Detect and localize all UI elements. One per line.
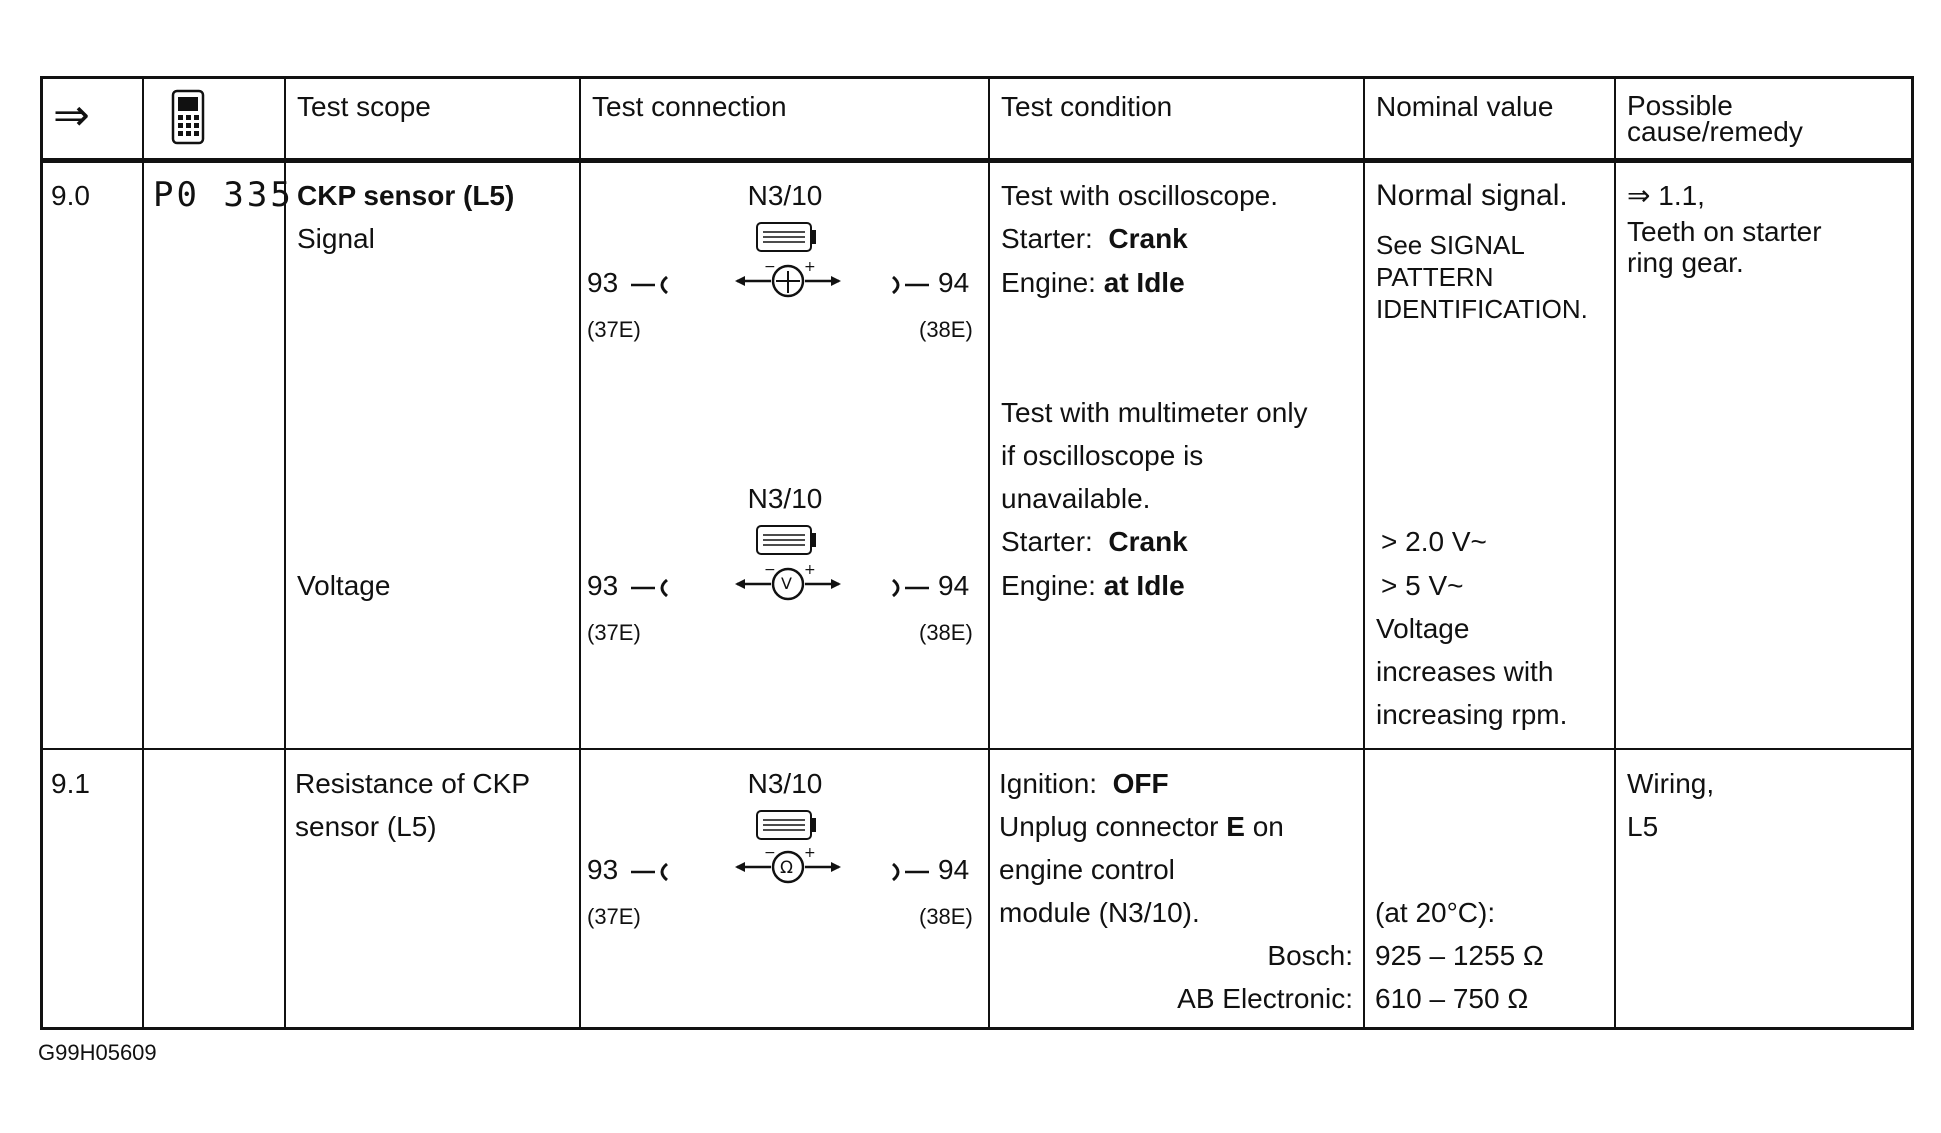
col-divider	[142, 79, 144, 1027]
cond-oscilloscope: Test with oscilloscope.	[1001, 180, 1279, 211]
nominal-ab: 610 – 750 Ω	[1375, 983, 1529, 1014]
right-pin-sub: (38E)	[919, 620, 973, 645]
cond-ignition-label: Ignition:	[999, 768, 1098, 799]
cond-starter-value: Crank	[1108, 223, 1188, 254]
pin-lead-right-icon	[891, 862, 931, 887]
cond-multimeter-2: if oscilloscope is	[1001, 440, 1204, 471]
cause-line1: Wiring,	[1627, 768, 1715, 799]
nominal-see-line3: IDENTIFICATION.	[1376, 294, 1588, 324]
scope-title: CKP sensor (L5)	[297, 180, 515, 211]
header-test-scope: Test scope	[297, 91, 431, 122]
nominal-voltage-1: > 2.0 V~	[1381, 526, 1487, 557]
cond-line3: engine control	[999, 854, 1175, 885]
scope-line2: sensor (L5)	[295, 811, 437, 842]
cond-ignition-value: OFF	[1112, 768, 1169, 799]
header-nominal-value: Nominal value	[1376, 91, 1554, 122]
cond-ignition	[999, 767, 1169, 801]
nominal-voltage-5: increasing rpm.	[1376, 699, 1568, 730]
header-cause-line1: Possible	[1627, 90, 1733, 121]
ecu-connector-icon	[755, 221, 817, 260]
scope-signal: Signal	[297, 223, 375, 254]
cause-line2: L5	[1627, 811, 1659, 842]
left-pin: 93	[587, 570, 619, 601]
pin-lead-left-icon	[629, 275, 669, 300]
nominal-temp: (at 20°C):	[1375, 897, 1496, 928]
cond-engine-value: at Idle	[1103, 267, 1185, 298]
scope-line1: Resistance of CKP	[295, 768, 530, 799]
nominal-bosch: 925 – 1255 Ω	[1375, 940, 1544, 971]
nominal-voltage-2: > 5 V~	[1381, 570, 1464, 601]
cond-starter-value: Crank	[1108, 526, 1188, 557]
right-pin: 94	[938, 570, 970, 601]
col-divider	[579, 79, 581, 1027]
nominal-see	[1376, 229, 1588, 325]
svg-text:−: −	[764, 562, 776, 578]
header-test-connection: Test connection	[592, 91, 787, 122]
cond-starter-label: Starter:	[1001, 526, 1093, 557]
cond-starter-label: Starter:	[1001, 223, 1093, 254]
cond-engine-label: Engine:	[1001, 570, 1096, 601]
cond-unplug-text: on	[1244, 811, 1284, 842]
cond-unplug-text: Unplug connector	[999, 811, 1227, 842]
voltmeter-icon	[733, 562, 843, 611]
header-cause-line2: cause/remedy	[1627, 116, 1803, 147]
nominal-voltage-4: increases with	[1376, 656, 1554, 687]
svg-text:+: +	[804, 562, 816, 578]
cause-ref: ⇒ 1.1,	[1627, 180, 1705, 211]
ohmmeter-icon	[733, 845, 843, 894]
cond-bosch-label: Bosch:	[1267, 940, 1353, 971]
row-divider	[43, 748, 1911, 750]
nominal-see-line2: PATTERN	[1376, 262, 1494, 292]
svg-text:V: V	[781, 574, 792, 593]
left-pin-sub: (37E)	[587, 904, 641, 929]
test-table	[40, 76, 1914, 1030]
left-pin-sub: (37E)	[587, 620, 641, 645]
cond-starter	[1001, 525, 1188, 559]
cond-engine	[1001, 266, 1185, 300]
cause-text	[1627, 216, 1822, 278]
tester-icon	[169, 89, 209, 152]
svg-text:−: −	[764, 845, 776, 861]
col-divider	[1363, 79, 1365, 1027]
header-arrow: ⇒	[53, 91, 90, 140]
right-pin: 94	[938, 854, 970, 885]
module-label: N3/10	[747, 768, 823, 799]
fault-code: P0 335	[153, 175, 294, 215]
nominal-see-line1: See SIGNAL	[1376, 230, 1525, 260]
cause-line1: Teeth on starter	[1627, 216, 1822, 247]
cond-line4: module (N3/10).	[999, 897, 1200, 928]
header-test-condition: Test condition	[1001, 91, 1173, 122]
right-pin-sub: (38E)	[919, 904, 973, 929]
pin-lead-right-icon	[891, 275, 931, 300]
right-pin-sub: (38E)	[919, 317, 973, 342]
svg-text:+: +	[804, 845, 816, 861]
ecu-connector-icon	[755, 809, 817, 848]
step-number: 9.0	[51, 180, 90, 211]
figure-reference: G99H05609	[38, 1040, 157, 1065]
cond-ab-label: AB Electronic:	[1177, 983, 1353, 1014]
svg-text:+: +	[804, 259, 816, 275]
step-number: 9.1	[51, 768, 90, 799]
module-label: N3/10	[747, 180, 823, 211]
left-pin-sub: (37E)	[587, 317, 641, 342]
module-label: N3/10	[747, 483, 823, 514]
pin-lead-left-icon	[629, 862, 669, 887]
cond-multimeter-3: unavailable.	[1001, 483, 1151, 514]
cause-line2: ring gear.	[1627, 247, 1744, 278]
right-pin: 94	[938, 267, 970, 298]
col-divider	[988, 79, 990, 1027]
col-divider	[1614, 79, 1616, 1027]
cond-unplug-connector: E	[1226, 811, 1245, 842]
svg-text:−: −	[764, 259, 776, 275]
oscilloscope-icon	[733, 259, 843, 308]
left-pin: 93	[587, 854, 619, 885]
cond-multimeter-1: Test with multimeter only	[1001, 397, 1308, 428]
pin-lead-right-icon	[891, 578, 931, 603]
cond-engine-label: Engine:	[1001, 267, 1096, 298]
cond-unplug	[999, 810, 1284, 844]
col-divider	[284, 79, 286, 1027]
cond-engine-value: at Idle	[1103, 570, 1185, 601]
ecu-connector-icon	[755, 524, 817, 563]
nominal-signal: Normal signal.	[1376, 179, 1568, 212]
left-pin: 93	[587, 267, 619, 298]
cond-starter	[1001, 222, 1188, 256]
header-divider	[43, 158, 1911, 163]
pin-lead-left-icon	[629, 578, 669, 603]
scope-voltage: Voltage	[297, 570, 391, 601]
header-possible-cause	[1627, 90, 1803, 147]
cond-engine	[1001, 569, 1185, 603]
svg-text:Ω: Ω	[780, 858, 793, 878]
nominal-voltage-3: Voltage	[1376, 613, 1470, 644]
